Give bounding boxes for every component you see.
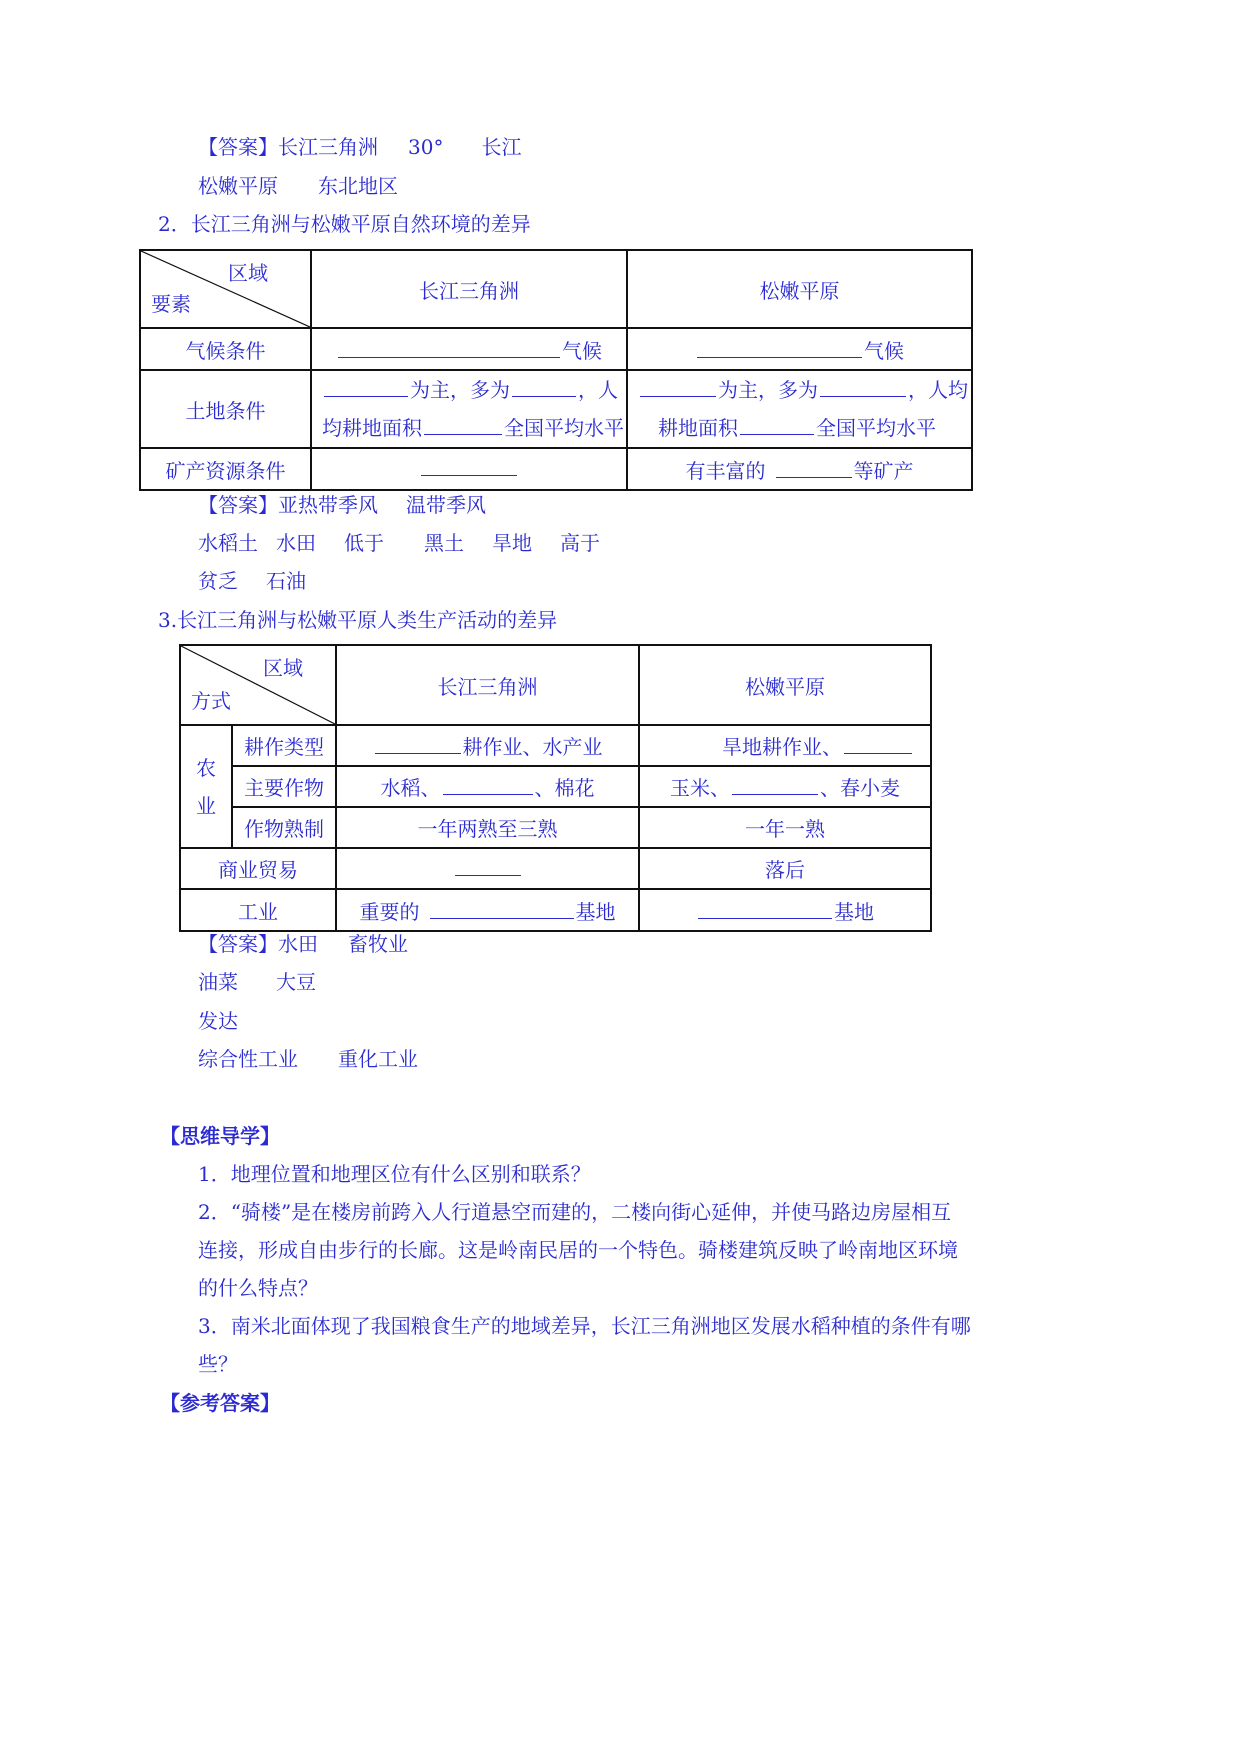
section2-title: 2．长江三角洲与松嫩平原自然环境的差异 [158,212,531,236]
col-header-yangtze: 长江三角洲 [311,250,627,328]
answer1-line1: 【答案】长江三角洲 30° 长江 [198,135,522,159]
answer2-line1: 【答案】亚热带季风 温带季风 [198,493,486,517]
section3-title: 3.长江三角洲与松嫩平原人类生产活动的差异 [158,608,558,632]
blank-field[interactable] [697,339,862,358]
reference-answer-heading: 【参考答案】 [160,1391,280,1415]
answer3-line4: 综合性工业 重化工业 [198,1047,418,1071]
blank-field[interactable] [443,776,533,795]
thinking-heading: 【思维导学】 [160,1124,280,1148]
blank-field[interactable] [455,857,521,876]
table3-corner-cell [180,645,336,725]
blank-field[interactable] [776,459,852,478]
corner-mode-label: 方式 [191,689,231,713]
blank-field[interactable] [820,378,906,397]
blank-field[interactable] [740,416,814,435]
row-label-industry: 工业 [180,889,336,931]
row-label-crops: 主要作物 [232,766,336,807]
answer-label: 【答案】 [198,493,278,517]
climate-songnen-cell: 气候 [627,328,972,370]
row-label-farming: 耕作类型 [232,725,336,766]
thinking-question-2-line3: 的什么特点？ [198,1276,318,1300]
blank-field[interactable] [424,416,502,435]
thinking-question-2-line1: 2．“骑楼”是在楼房前跨入人行道悬空而建的，二楼向街心延伸，并使马路边房屋相互 [198,1200,952,1224]
answer-label: 【答案】 [198,135,278,159]
natural-environment-table [139,249,973,491]
table2-corner-cell [140,250,311,328]
answer3-line2: 油菜 大豆 [198,970,316,994]
row-label-land: 土地条件 [140,370,311,448]
row-label-mineral: 矿产资源条件 [140,448,311,490]
col-header-songnen: 松嫩平原 [627,250,972,328]
answer3-line1: 【答案】水田 畜牧业 [198,932,408,956]
farming-yangtze-cell: 耕作业、水产业 [336,725,639,766]
blank-field[interactable] [375,735,461,754]
land-songnen-cell: 为主，多为 ，人均 耕地面积 全国平均水平 [627,370,972,448]
climate-yangtze-cell: 气候 [311,328,627,370]
corner-region-label: 区域 [263,656,303,680]
corner-element-label: 要素 [151,292,191,316]
blank-field[interactable] [324,378,408,397]
mineral-songnen-cell: 有丰富的 等矿产 [627,448,972,490]
blank-field[interactable] [512,378,576,397]
row-label-climate: 气候条件 [140,328,311,370]
blank-field[interactable] [640,378,716,397]
blank-field[interactable] [338,339,560,358]
land-yangtze-cell: 为主，多为 ，人 均耕地面积 全国平均水平 [311,370,627,448]
blank-field[interactable] [430,900,574,919]
human-activity-table [179,644,932,932]
crops-songnen-cell: 玉米、 、春小麦 [639,766,931,807]
trade-yangtze-cell [336,848,639,889]
thinking-question-2-line2: 连接，形成自由步行的长廊。这是岭南民居的一个特色。骑楼建筑反映了岭南地区环境 [198,1238,958,1262]
blank-field[interactable] [421,457,517,476]
thinking-question-3-line2: 些？ [198,1352,238,1376]
industry-yangtze-cell: 重要的 基地 [336,889,639,931]
blank-field[interactable] [698,900,832,919]
answer2-line3: 贫乏 石油 [198,569,306,593]
row-label-cropping-system: 作物熟制 [232,807,336,848]
col-header-songnen: 松嫩平原 [639,645,931,725]
answer-label: 【答案】 [198,932,278,956]
system-songnen-cell: 一年一熟 [639,807,931,848]
corner-region-label: 区域 [228,261,268,285]
farming-songnen-cell: 旱地耕作业、 [639,725,931,766]
blank-field[interactable] [732,776,818,795]
system-yangtze-cell: 一年两熟至三熟 [336,807,639,848]
row-group-agriculture: 农 业 [180,725,232,848]
answer3-line3: 发达 [198,1009,238,1033]
trade-songnen-cell: 落后 [639,848,931,889]
thinking-question-3-line1: 3．南米北面体现了我国粮食生产的地域差异，长江三角洲地区发展水稻种植的条件有哪 [198,1314,971,1338]
blank-field[interactable] [844,735,912,754]
crops-yangtze-cell: 水稻、 、棉花 [336,766,639,807]
mineral-yangtze-cell [311,448,627,490]
thinking-question-1: 1．地理位置和地理区位有什么区别和联系？ [198,1162,591,1186]
col-header-yangtze: 长江三角洲 [336,645,639,725]
answer1-line2: 松嫩平原 东北地区 [198,174,398,198]
row-label-trade: 商业贸易 [180,848,336,889]
answer2-line2: 水稻土 水田 低于 黑土 旱地 高于 [198,531,600,555]
industry-songnen-cell: 基地 [639,889,931,931]
